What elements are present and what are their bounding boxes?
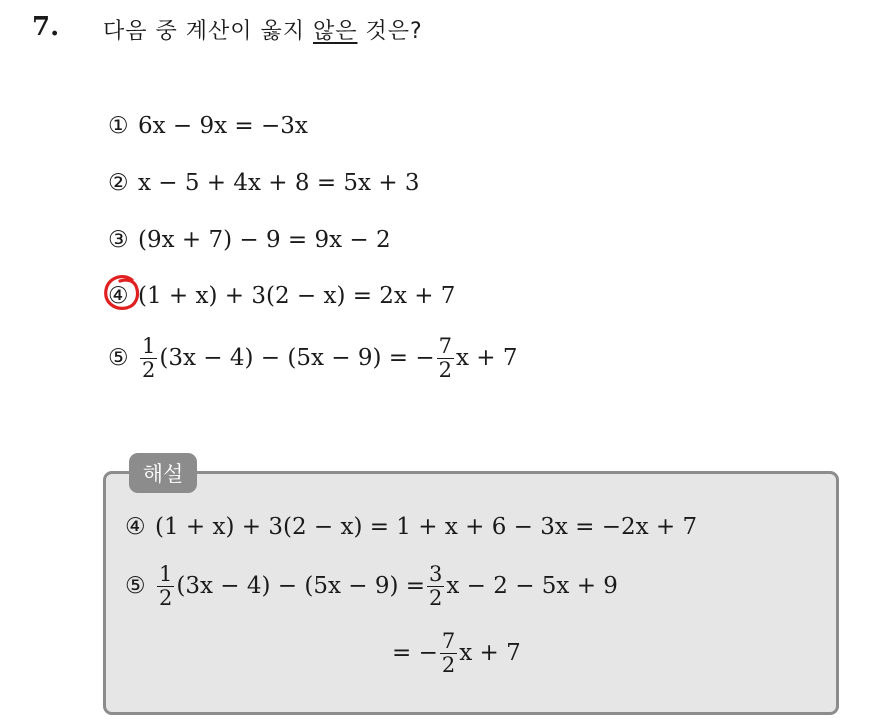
choice-1[interactable] [108,106,308,146]
fraction-denominator: 2 [142,357,156,382]
fraction-denominator: 2 [438,357,452,382]
question-text-before: 다음 중 계산이 옳지 [103,19,313,44]
choice-expression: 6x − 9x = −3x [138,113,308,139]
choice-4[interactable] [108,276,455,316]
fraction [140,335,157,380]
choice-marker: ③ [108,227,129,253]
fraction [440,630,457,675]
choice-marker: ① [108,113,129,139]
solution-expression-mid: (3x − 4) − (5x − 9) = [176,573,426,599]
fraction-denominator: 2 [159,585,173,610]
solution-expression-end: x − 2 − 5x + 9 [446,573,618,599]
choice-expression-mid: (3x − 4) − (5x − 9) = − [159,345,435,371]
choice-expression-end: x + 7 [455,345,518,371]
question-text-after: 것은? [357,19,423,44]
fraction-numerator: 7 [441,629,456,654]
fraction-numerator: 3 [429,562,443,587]
choice-expression: (9x + 7) − 9 = 9x − 2 [138,227,391,253]
solution-label: 해설 [129,453,197,493]
solution-marker: ④ [125,514,146,540]
choice-marker: ⑤ [108,345,129,371]
fraction-denominator: 2 [429,585,443,610]
choice-marker: ② [108,170,129,196]
fraction [437,335,454,380]
question-text-underlined: 않은 [313,19,358,44]
solution-line-3 [392,628,521,678]
fraction-numerator: 7 [438,334,452,359]
choice-marker: ④ [108,283,129,309]
fraction-numerator: 1 [142,334,156,359]
choice-5[interactable] [108,334,517,382]
choice-3[interactable] [108,220,391,260]
choice-2[interactable] [108,163,420,203]
solution-expression: (1 + x) + 3(2 − x) = 1 + x + 6 − 3x = −2x + 7 [155,514,698,540]
fraction [427,563,444,608]
question-text [103,14,423,45]
fraction [157,563,174,608]
fraction-denominator: 2 [441,652,456,677]
question-number: 7. [32,12,60,42]
solution-marker: ⑤ [125,573,146,599]
choice-expression: (1 + x) + 3(2 − x) = 2x + 7 [138,283,456,309]
fraction-numerator: 1 [159,562,173,587]
solution-line-1 [125,506,697,548]
solution-expression-prefix: = − [392,640,438,666]
solution-expression-end: x + 7 [459,640,521,666]
solution-line-2 [125,561,618,611]
choice-expression: x − 5 + 4x + 8 = 5x + 3 [138,170,420,196]
